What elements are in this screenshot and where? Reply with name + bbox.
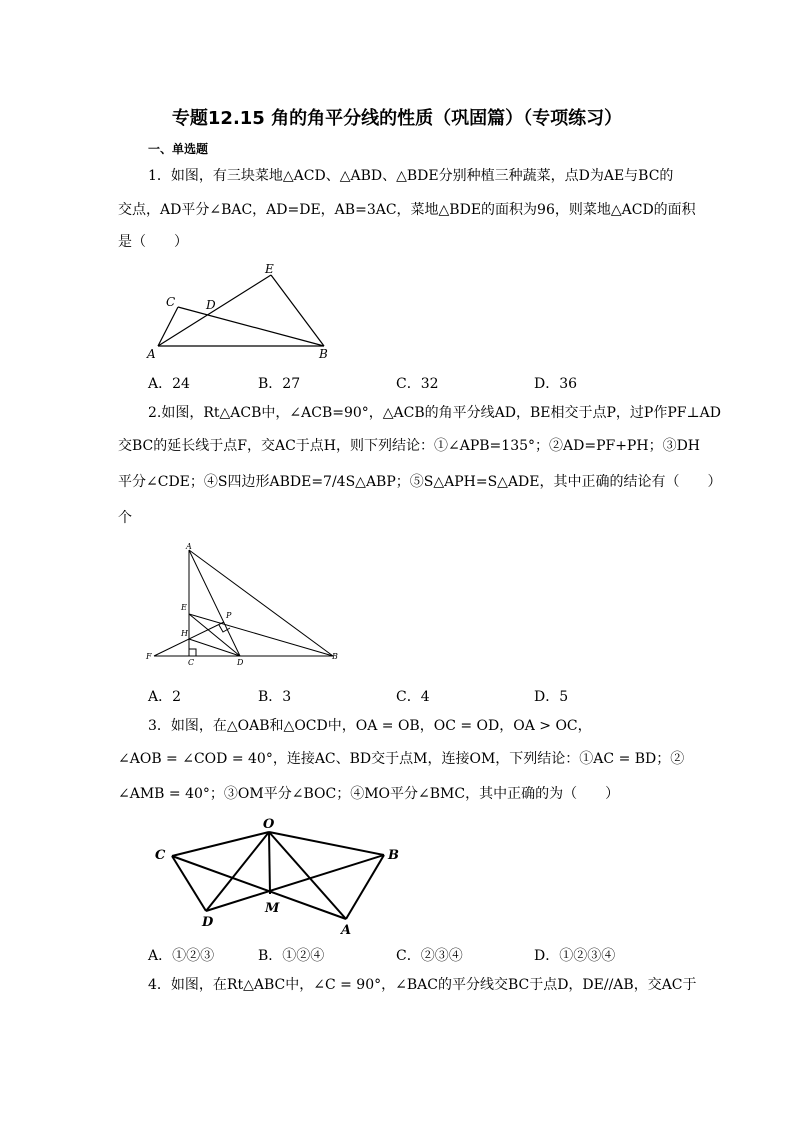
q2-line-hd xyxy=(189,639,240,656)
q3-line-oc xyxy=(172,832,269,856)
q3-option-a[interactable]: A．①②③ xyxy=(148,948,215,964)
q1-label-e: E xyxy=(265,262,274,276)
q1-label-a: A xyxy=(147,347,156,361)
q3-label-m: M xyxy=(265,901,280,916)
q1-label-c: C xyxy=(166,295,176,309)
q2-right-angle-c xyxy=(189,649,196,656)
q4-line-1: 4．如图，在Rt△ABC中，∠C = 90°，∠BAC的平分线交BC于点D，DE//AB，交AC于 xyxy=(148,977,697,993)
q3-label-d: D xyxy=(202,915,214,930)
q3-option-b[interactable]: B．①②④ xyxy=(258,948,325,964)
q2-label-h: H xyxy=(181,629,188,638)
q2-label-d: D xyxy=(237,658,244,667)
q3-figure xyxy=(148,816,408,936)
section-heading: 一、单选题 xyxy=(148,142,209,156)
q1-option-a[interactable]: A．24 xyxy=(148,376,190,392)
q2-label-c: C xyxy=(188,658,195,667)
q2-option-d[interactable]: D．5 xyxy=(534,689,569,705)
q3-line-om xyxy=(269,832,270,894)
q3-option-d[interactable]: D．①②③④ xyxy=(534,948,616,964)
q1-option-c[interactable]: C．32 xyxy=(396,376,439,392)
q3-label-o: O xyxy=(263,817,275,832)
q2-line-1: 2.如图，Rt△ACB中，∠ACB=90°，△ACB的角平分线AD，BE相交于点P，过P作PF⊥AD xyxy=(148,405,721,421)
q3-line-db xyxy=(206,855,384,911)
q3-label-a: A xyxy=(341,923,352,936)
q2-label-a: A xyxy=(186,542,192,551)
q2-line-eb xyxy=(189,614,333,656)
q1-line-1: 1．如图，有三块菜地△ACD、△ABD、△BDE分别种植三种蔬菜，点D为AE与BC的 xyxy=(148,168,674,184)
q1-line-3: 是（ ） xyxy=(118,234,188,250)
q2-label-p: P xyxy=(226,611,232,620)
q1-label-d: D xyxy=(206,298,216,312)
q2-line-4: 个 xyxy=(118,510,132,526)
q1-line-2: 交点，AD平分∠BAC，AD=DE，AB=3AC，菜地△BDE的面积为96，则菜地△ACD的面积 xyxy=(118,202,696,218)
q3-option-c[interactable]: C．②③④ xyxy=(396,948,463,964)
q2-label-e: E xyxy=(181,603,187,612)
q1-label-b: B xyxy=(319,347,328,361)
q2-line-3: 平分∠CDE；④S四边形ABDE=7/4S△ABP；⑤S△APH=S△ADE，其中正确的结论有（ ） xyxy=(118,474,722,490)
q2-label-b: B xyxy=(332,652,338,661)
q2-line-ab xyxy=(189,550,333,656)
q2-line-ad xyxy=(189,550,240,656)
q3-line-3: ∠AMB = 40°；③OM平分∠BOC；④MO平分∠BMC，其中正确的为（ ） xyxy=(118,786,620,802)
q2-figure xyxy=(140,538,350,668)
q1-line-eb xyxy=(271,275,324,346)
q1-figure xyxy=(140,262,340,366)
q3-line-cd xyxy=(172,856,206,911)
q2-label-f: F xyxy=(146,652,152,661)
q3-line-1: 3．如图，在△OAB和△OCD中，OA = OB，OC = OD，OA > OC， xyxy=(148,718,592,734)
q2-line-2: 交BC的延长线于点F，交AC于点H，则下列结论：①∠APB=135°；②AD=PF+PH；③DH xyxy=(118,438,700,454)
q2-option-a[interactable]: A．2 xyxy=(148,689,182,705)
q3-label-c: C xyxy=(155,848,166,863)
q2-option-c[interactable]: C．4 xyxy=(396,689,430,705)
q3-label-b: B xyxy=(388,848,399,863)
q2-option-b[interactable]: B．3 xyxy=(258,689,292,705)
q3-line-2: ∠AOB = ∠COD = 40°，连接AC、BD交于点M，连接OM，下列结论：①AC = BD；② xyxy=(118,751,685,767)
q1-option-d[interactable]: D．36 xyxy=(534,376,578,392)
q1-line-cb xyxy=(178,307,324,346)
q3-line-ca xyxy=(172,856,346,919)
q1-option-b[interactable]: B．27 xyxy=(258,376,301,392)
document-title: 专题12.15 角的角平分线的性质（巩固篇）（专项练习） xyxy=(171,108,623,129)
